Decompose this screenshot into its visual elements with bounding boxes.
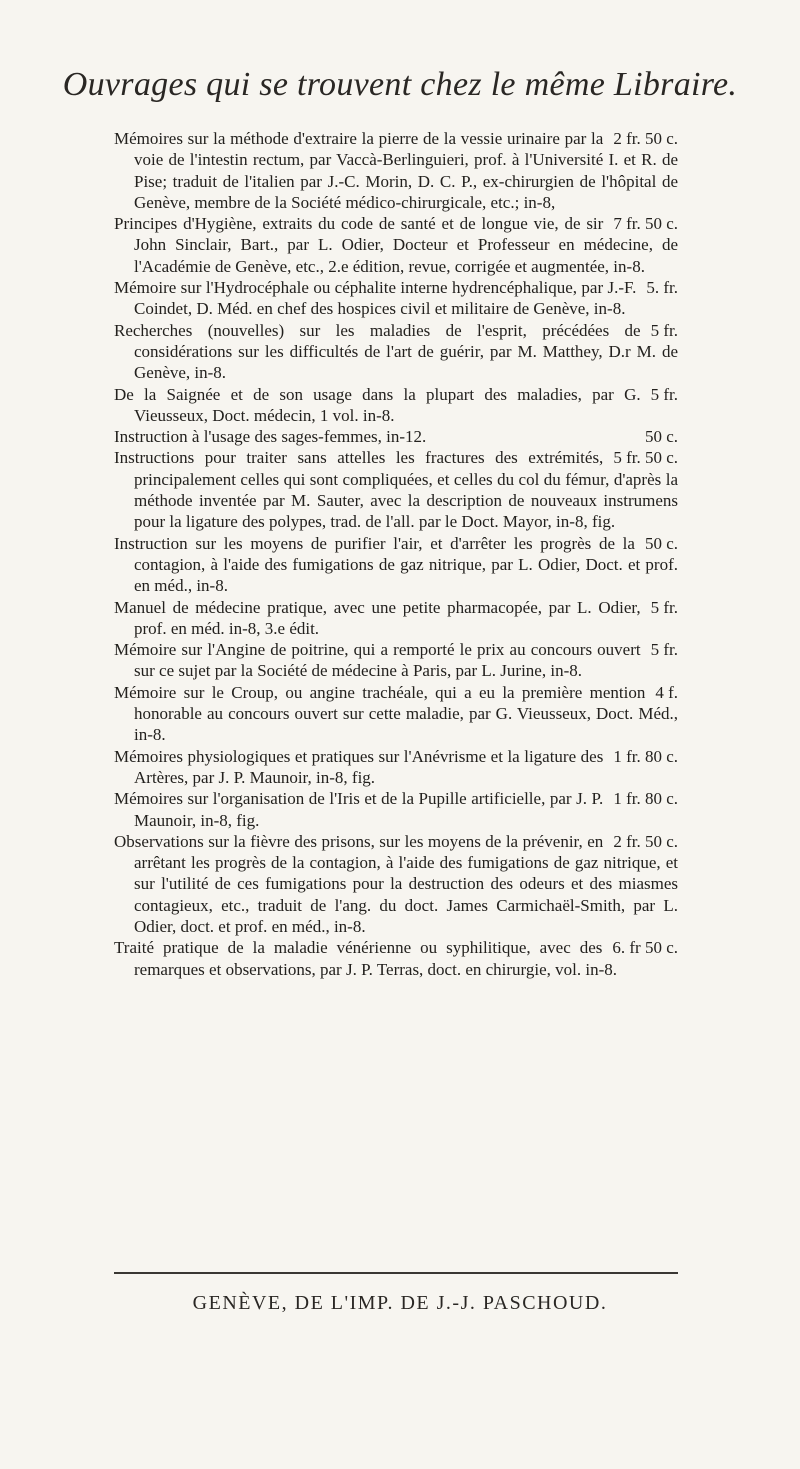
catalogue-list [114,128,678,980]
catalogue-entry [114,384,678,427]
catalogue-entry [114,639,678,682]
entry-text: Manuel de médecine pratique, avec une petite pharmacopée, par L. Odier, prof. en méd. in-8, 3.e édit. [114,597,641,638]
entry-price: 4 f. [655,682,678,702]
entry-text: Instruction sur les moyens de purifier l'air, et d'arrêter les progrès de la contagion, à l'aide des fumigations de gaz nitrique, par L. Odier, Doct. et prof. en méd., in-8. [114,533,678,596]
entry-price: 6. fr 50 c. [612,938,678,958]
catalogue-entry [114,788,678,831]
entry-text: Instructions pour traiter sans attelles les fractures des extrémités, principalement celles qui sont compliquées, et celles du col du fémur, d'après la méthode inventée par M. Sauter, avec la description de nouveaux instrumens pour la ligature des polypes, trad. de l'all. par le Doct. Mayor, in-8, fig. [114,448,678,532]
catalogue-entry [114,277,678,320]
catalogue-entry [114,320,678,384]
catalogue-entry [114,682,678,746]
catalogue-entry [114,213,678,277]
entry-text: De la Saignée et de son usage dans la plupart des maladies, par G. Vieusseux, Doct. médecin, 1 vol. in-8. [114,384,641,425]
entry-price: 5 fr. 50 c. [613,448,678,468]
catalogue-entry [114,831,678,937]
catalogue-entry [114,128,678,213]
catalogue-entry [114,597,678,640]
entry-text: Mémoire sur le Croup, ou angine trachéale, qui a eu la première mention honorable au concours ouvert sur cette maladie, par G. Vieusseux, Doct. Méd., in-8. [114,682,678,745]
entry-price: 5 fr. [650,384,678,404]
entry-text: Mémoires physiologiques et pratiques sur l'Anévrisme et la ligature des Artères, par J. P. Maunoir, in-8, fig. [114,746,604,787]
entry-text: Recherches (nouvelles) sur les maladies de l'esprit, précédées de considérations sur les difficultés de l'art de guérir, par M. Matthey, D.r M. de Genève, in-8. [114,320,678,383]
entry-price: 2 fr. 50 c. [613,831,678,851]
entry-text: Mémoire sur l'Hydrocéphale ou céphalite interne hydrencéphalique, par J.-F. Coindet, D. Méd. en chef des hospices civil et militaire de Genève, in-8. [114,278,637,319]
entry-price: 1 fr. 80 c. [613,746,678,766]
catalogue-entry [114,426,678,447]
entry-text: Instruction à l'usage des sages-femmes, in-12. [114,427,427,447]
catalogue-entry [114,937,678,980]
catalogue-entry [114,447,678,532]
entry-price: 5. fr. [646,278,678,298]
entry-text: Mémoires sur l'organisation de l'Iris et de la Pupille artificielle, par J. P. Maunoir, in-8, fig. [114,789,604,830]
entry-text: Principes d'Hygiène, extraits du code de santé et de longue vie, de sir John Sinclair, Bart., par L. Odier, Docteur et Professeur en médecine, de l'Académie de Genève, etc., 2.e édition, revue, corrigée et augmentée, in-8. [114,214,678,276]
imprint-footer: GENÈVE, DE L'IMP. DE J.-J. PASCHOUD. [192,1292,608,1314]
entry-text: Mémoire sur l'Angine de poitrine, qui a remporté le prix au concours ouvert sur ce sujet par la Société de médecine à Paris, par L. Jurine, in-8. [114,640,641,681]
entry-price: 7 fr. 50 c. [613,214,678,234]
entry-price: 50 c. [644,533,678,553]
entry-text: Mémoires sur la méthode d'extraire la pierre de la vessie urinaire par la voie de l'intestin rectum, par Vaccà-Berlinguieri, prof. à l'Université I. et R. de Pise; traduit de l'italien par J.-C. Morin, D. C. P., ex-chirurgien de l'hôpital de Genève, membre de la Société médico-chirurgicale, etc.; in-8, [114,129,678,212]
entry-price: 2 fr. 50 c. [613,129,678,148]
page-title: Ouvrages qui se trouvent chez le même Libraire. [62,66,738,103]
entry-price: 50 c. [644,427,678,447]
catalogue-entry [114,746,678,789]
entry-text: Observations sur la fièvre des prisons, sur les moyens de la prévenir, en arrêtant les progrès de la contagion, à l'aide des fumigations de gaz nitrique, et sur l'utilité de ces fumigations pour la destruction des odeurs et des miasmes contagieux, etc., traduit de l'ang. du doct. James Carmichaël-Smith, par L. Odier, doct. et prof. en méd., in-8. [114,831,678,936]
entry-price: 5 fr. [650,597,678,617]
entry-price: 5 fr. [650,320,678,340]
entry-text: Traité pratique de la maladie vénérienne ou syphilitique, avec des remarques et observations, par J. P. Terras, doct. en chirurgie, vol. in-8. [114,938,618,979]
entry-price: 5 fr. [650,640,678,660]
entry-price: 1 fr. 80 c. [613,789,678,809]
divider-rule [114,1272,678,1274]
catalogue-entry [114,533,678,597]
